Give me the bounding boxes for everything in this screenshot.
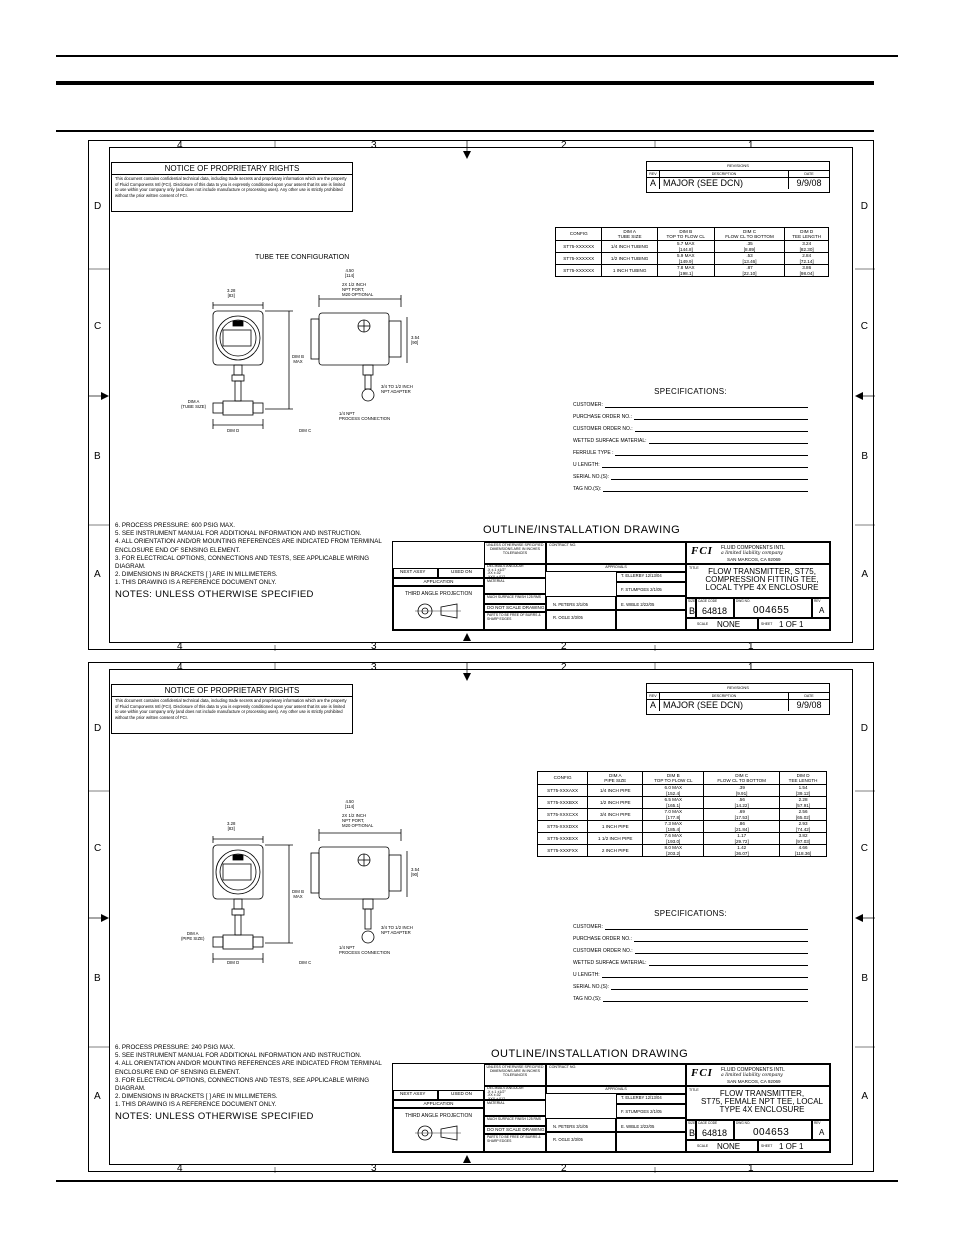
table-cell: 4.66 [118.36]: [780, 845, 827, 857]
zone-col-4-bottom: 4: [177, 1163, 183, 1174]
zone-col-1: 1: [748, 662, 754, 673]
rev-cell-value: A: [819, 606, 825, 615]
rev-cell-value: A: [819, 1128, 825, 1137]
used-on-cell-text: USED ON: [451, 569, 472, 574]
sheet-value: 1 OF 1: [779, 620, 804, 629]
table-cell: 5.7 MAX [144.8]: [657, 241, 714, 253]
note-item: 6. PROCESS PRESSURE: 240 PSIG MAX.: [115, 1044, 236, 1051]
table-cell: 1.42 [36.07]: [704, 845, 780, 857]
size-cell-label: SIZE: [688, 1121, 696, 1125]
spec-field-label: WETTED SURFACE MATERIAL:: [573, 438, 647, 444]
sheet-label: SHEET: [761, 622, 773, 626]
zone-col-1-bottom: 1: [748, 1163, 754, 1174]
specifications-title: SPECIFICATIONS:: [654, 909, 727, 918]
application-cell-text: APPLICATION: [423, 1101, 454, 1106]
table-cell: 1 INCH PIPE: [588, 821, 643, 833]
dwg-cell-value: 004653: [753, 1127, 790, 1138]
table-cell: 7.3 MAX [185.4]: [643, 821, 704, 833]
table-cell: 3/4 INCH PIPE: [588, 809, 643, 821]
qa-cell-text: R. OGLE 3/3/05: [553, 1137, 583, 1142]
spec-field-label: U LENGTH:: [573, 972, 600, 978]
table-cell: 6.5 MAX [165.1]: [643, 797, 704, 809]
table-cell: 2.84 [72.14]: [785, 253, 829, 265]
dim-d-label: DIM D: [227, 428, 240, 433]
checked-cell-text: F. STUMPGES 2/1/05: [621, 1109, 662, 1114]
approvals-cell-text: APPROVALS: [605, 1087, 627, 1091]
table-header-cell: DIM C FLOW CL TO BOTTOM: [704, 772, 780, 785]
title-label: TITLE: [689, 566, 699, 570]
revisions-header: REVISIONS: [647, 162, 829, 171]
mfg-cell-text: N. PETERS 3/1/05: [553, 602, 588, 607]
drawing-title: FLOW TRANSMITTER, ST75, COMPRESSION FITTING TEE, LOCAL TYPE 4X ENCLOSURE: [705, 567, 819, 592]
zone-row-b: B: [94, 973, 101, 984]
table-cell: ST75-XXXXXX: [556, 253, 602, 265]
contract-cell-text: CONTRACT NO.: [549, 543, 577, 547]
spec-field-label: CUSTOMER:: [573, 924, 603, 930]
size-cell-value: B: [689, 1128, 696, 1138]
desc-col-label: DESCRIPTION: [660, 171, 789, 177]
table-cell: 8.0 MAX [203.2]: [643, 845, 704, 857]
table-cell: 2.56 [65.02]: [780, 809, 827, 821]
scale-label: SCALE: [697, 1144, 709, 1148]
projection-cell-text: THIRD ANGLE PROJECTION: [405, 591, 472, 597]
note-item: 5. SEE INSTRUMENT MANUAL FOR ADDITIONAL INFORMATION AND INSTRUCTION.: [115, 1052, 362, 1060]
table-cell: 2.93 [74.42]: [780, 821, 827, 833]
table-cell: 1/4 INCH PIPE: [588, 785, 643, 797]
table-cell: ST75-XXXFXX: [538, 845, 588, 857]
table-cell: 3.24 [82.30]: [785, 241, 829, 253]
table-cell: 1.17 [29.72]: [704, 833, 780, 845]
outline-title: OUTLINE/INSTALLATION DRAWING: [491, 1048, 689, 1060]
decimals-cell-text: DECIMALS ANGULAR .X ±.1 ±1/2° .XX ±.02 .XXX ±.012: [487, 1086, 524, 1100]
noscale-cell-text: DO NOT SCALE DRAWING: [487, 1127, 545, 1132]
noscale-cell-text: DO NOT SCALE DRAWING: [487, 605, 545, 610]
application-cell-text: APPLICATION: [423, 579, 454, 584]
spec-field-label: PURCHASE ORDER NO.:: [573, 936, 632, 942]
zone-col-2: 2: [561, 662, 567, 673]
zone-row-d-right: D: [860, 723, 868, 734]
table-cell: .56 [14.22]: [704, 797, 780, 809]
note-item: 4. ALL ORIENTATION AND/OR MOUNTING REFERENCES ARE INDICATED FROM TERMINAL ENCLOSURE END OF SENSING ELEMENT.: [115, 1060, 382, 1076]
port-label: 2X 1/2 INCH NPT PORT, M20 OPTIONAL: [342, 282, 374, 297]
zone-row-c-right: C: [860, 843, 868, 854]
table-cell: .39 [9.91]: [704, 785, 780, 797]
table-cell: 1.54 [39.12]: [780, 785, 827, 797]
table-cell: .35 [8.89]: [714, 241, 785, 253]
company-name: FLUID COMPONENTS INTL: [721, 1067, 785, 1073]
zone-col-2-bottom: 2: [561, 641, 567, 652]
spec-field-label: CUSTOMER:: [573, 402, 603, 408]
dim-d-label: DIM D: [227, 960, 240, 965]
table-cell: .69 [17.53]: [704, 809, 780, 821]
table-cell: 7.6 MAX [193.0]: [643, 833, 704, 845]
zone-row-a: A: [94, 569, 101, 580]
drawing-title: FLOW TRANSMITTER, ST75, FEMALE NPT TEE, LOCAL TYPE 4X ENCLOSURE: [701, 1089, 823, 1114]
zone-col-2-bottom: 2: [561, 1163, 567, 1174]
zone-row-b-right: B: [861, 451, 868, 462]
dim-a-label: DIM A (PIPE SIZE): [181, 931, 205, 941]
table-cell: 1/2 INCH PIPE: [588, 797, 643, 809]
spec-field-label: TAG NO.(S):: [573, 486, 602, 492]
note-item: 2. DIMENSIONS IN BRACKETS [ ] ARE IN MILLIMETERS.: [115, 1093, 278, 1101]
company-sub: a limited liability company: [721, 1073, 783, 1078]
dim-height-label: 3.54 [90]: [411, 867, 420, 877]
note-item: 5. SEE INSTRUMENT MANUAL FOR ADDITIONAL INFORMATION AND INSTRUCTION.: [115, 530, 362, 538]
fci-logo: FCI: [691, 545, 713, 557]
eng-cell-text: E. WIBLE 2/22/05: [621, 1124, 655, 1129]
header-thin-rule: [56, 130, 874, 132]
desc-col-label: DESCRIPTION: [660, 693, 789, 699]
outline-title: OUTLINE/INSTALLATION DRAWING: [483, 524, 681, 536]
zone-col-3: 3: [371, 140, 377, 151]
table-cell: 7.8 MAX [198.1]: [657, 265, 714, 277]
table-cell: ST75-XXXXXX: [556, 241, 602, 253]
dim-c-label: DIM C: [299, 428, 312, 433]
zone-row-d: D: [94, 201, 102, 212]
table-cell: ST75-XXXEXX: [538, 833, 588, 845]
table-cell: 2 INCH PIPE: [588, 845, 643, 857]
notes-heading: NOTES: UNLESS OTHERWISE SPECIFIED: [115, 588, 314, 600]
table-cell: 6.0 MAX [152.4]: [643, 785, 704, 797]
zone-col-4-bottom: 4: [177, 641, 183, 652]
table-header-cell: DIM B TOP TO FLOW CL: [643, 772, 704, 785]
notice-title: NOTICE OF PROPRIETARY RIGHTS: [112, 163, 352, 175]
zone-row-c: C: [94, 321, 102, 332]
zone-row-a-right: A: [861, 1091, 868, 1102]
table-cell: .87 [22.10]: [714, 265, 785, 277]
spec-field-label: CUSTOMER ORDER NO.:: [573, 426, 633, 432]
drawing-sheet-2: [88, 662, 874, 1172]
spec-field-label: U LENGTH:: [573, 462, 600, 468]
table-cell: 1 1/2 INCH PIPE: [588, 833, 643, 845]
top-rule: [56, 55, 898, 57]
sheet-label: SHEET: [761, 1144, 773, 1148]
dim-width2-label: 4.50 [114]: [345, 799, 355, 809]
rev-col-label: REV: [647, 171, 660, 177]
cage-cell-value: 64818: [702, 606, 728, 616]
scale-value: NONE: [717, 1142, 741, 1151]
zone-row-a: A: [94, 1091, 101, 1102]
table-cell: .53 [13.46]: [714, 253, 785, 265]
title-label: TITLE: [689, 1088, 699, 1092]
zone-row-c: C: [94, 843, 102, 854]
date-col-label: DATE: [804, 172, 814, 176]
cage-cell-value: 64818: [702, 1128, 728, 1138]
notice-body: This document contains confidential technical data, including trade secrets and proprietary information which are the property of Fluid Components Intl (FCI). Disclosure of this data to you is expressly conditioned upon your assent that its use is limited to use within your company only (and does not include manufacture or processing uses). Any other use is strictly prohibited without the prior written consent of FCI.: [115, 176, 347, 198]
table-header-cell: DIM A TUBE SIZE: [602, 228, 657, 241]
zone-row-d: D: [94, 723, 102, 734]
note-item: 3. FOR ELECTRICAL OPTIONS, CONNECTIONS AND TESTS, SEE APPLICABLE WIRING DIAGRAM.: [115, 1076, 370, 1093]
approvals-cell-text: APPROVALS: [605, 565, 627, 569]
table-cell: 1/2 INCH TUBING: [602, 253, 657, 265]
zone-col-1-bottom: 1: [748, 641, 754, 652]
table-cell: ST75-XXXXXX: [556, 265, 602, 277]
spec-field-label: FERRULE TYPE :: [573, 450, 614, 456]
table-cell: 5.9 MAX [149.9]: [657, 253, 714, 265]
fci-logo: FCI: [691, 1067, 713, 1079]
rev-letter: A: [647, 700, 660, 711]
table-header-cell: CONFIG: [538, 772, 588, 785]
material-cell-text: MATERIAL: [487, 1101, 505, 1105]
drawn-cell-text: T. ELLERBY 12/13/04: [621, 573, 662, 578]
dim-width-label: 3.28 [83]: [227, 821, 236, 831]
zone-col-4: 4: [177, 662, 183, 673]
dwg-cell-label: DWG NO.: [736, 599, 751, 603]
table-cell: ST75-XXXAXX: [538, 785, 588, 797]
dim-c-label: DIM C: [299, 960, 312, 965]
notice-title: NOTICE OF PROPRIETARY RIGHTS: [112, 685, 352, 697]
spec-field-label: WETTED SURFACE MATERIAL:: [573, 960, 647, 966]
scale-value: NONE: [717, 620, 741, 629]
notice-body: This document contains confidential technical data, including trade secrets and proprietary information which are the property of Fluid Components Intl (FCI). Disclosure of this data to you is expressly conditioned upon your assent that its use is limited to use within your company only (and does not include manufacture or processing uses). Any other use is strictly prohibited without the prior written consent of FCI.: [115, 698, 347, 720]
note-item: 3. FOR ELECTRICAL OPTIONS, CONNECTIONS AND TESTS, SEE APPLICABLE WIRING DIAGRAM.: [115, 554, 370, 571]
material-cell-text: MATERIAL: [487, 579, 505, 583]
bottom-rule: [56, 1180, 898, 1182]
zone-col-1: 1: [748, 140, 754, 151]
note-item: 4. ALL ORIENTATION AND/OR MOUNTING REFERENCES ARE INDICATED FROM TERMINAL ENCLOSURE END OF SENSING ELEMENT.: [115, 538, 382, 554]
zone-col-3-bottom: 3: [371, 1163, 377, 1174]
table-header-cell: DIM B TOP TO FLOW CL: [657, 228, 714, 241]
dwg-cell-label: DWG NO.: [736, 1121, 751, 1125]
eng-cell-text: E. WIBLE 2/22/05: [621, 602, 655, 607]
dim-b-label: DIM B MAX: [292, 889, 304, 899]
zone-row-c-right: C: [860, 321, 868, 332]
table-cell: 3.82 [97.03]: [780, 833, 827, 845]
burrs-cell-text: PARTS TO BE FREE OF BURRS & SHARP EDGES: [487, 613, 541, 621]
zone-col-3: 3: [371, 662, 377, 673]
zone-col-2: 2: [561, 140, 567, 151]
qa-cell-text: R. OGLE 3/3/05: [553, 615, 583, 620]
note-item: 1. THIS DRAWING IS A REFERENCE DOCUMENT ONLY.: [115, 1101, 277, 1109]
rev-col-label: REV: [647, 693, 660, 699]
cage-cell-label: CAGE CODE: [698, 1121, 718, 1125]
company-city: SAN MARCOS, CA 92069: [727, 557, 781, 562]
next-assy-cell-text: NEXT ASSY: [400, 1091, 426, 1096]
rev-date: 9/9/08: [796, 700, 822, 710]
burrs-cell-text: PARTS TO BE FREE OF BURRS & SHARP EDGES: [487, 1135, 541, 1143]
table-cell: ST75-XXXCXX: [538, 809, 588, 821]
table-cell: .86 [21.84]: [704, 821, 780, 833]
zone-row-a-right: A: [861, 569, 868, 580]
spec-field-label: PURCHASE ORDER NO.:: [573, 414, 632, 420]
zone-col-4: 4: [177, 140, 183, 151]
dim-height-label: 3.54 [90]: [411, 335, 420, 345]
adapter-label: 3/4 TO 1/2 INCH NPT ADAPTER: [381, 384, 413, 394]
table-cell: 2.28 [57.91]: [780, 797, 827, 809]
process-label: 1/4 NPT PROCESS CONNECTION: [339, 945, 391, 955]
header-thick-rule: [56, 81, 874, 85]
table-header-cell: DIM A PIPE SIZE: [588, 772, 643, 785]
tolerances-cell-text: UNLESS OTHERWISE SPECIFIED DIMENSIONS ARE IN INCHES TOLERANCES: [486, 1065, 544, 1078]
drawing-sheet-1: [88, 140, 874, 650]
next-assy-cell-text: NEXT ASSY: [400, 569, 426, 574]
mfg-cell-text: N. PETERS 3/1/05: [553, 1124, 588, 1129]
date-col-label: DATE: [804, 694, 814, 698]
specifications-title: SPECIFICATIONS:: [654, 387, 727, 396]
note-item: 1. THIS DRAWING IS A REFERENCE DOCUMENT ONLY.: [115, 579, 277, 587]
size-cell-label: SIZE: [688, 599, 696, 603]
size-cell-value: B: [689, 606, 696, 616]
note-item: 2. DIMENSIONS IN BRACKETS [ ] ARE IN MILLIMETERS.: [115, 571, 278, 579]
projection-cell-text: THIRD ANGLE PROJECTION: [405, 1113, 472, 1119]
rev-cell-label: REV: [814, 1121, 821, 1125]
finish-cell-text: MACH SURFACE FINISH 125 RMS: [487, 1117, 542, 1121]
sheet-value: 1 OF 1: [779, 1142, 804, 1151]
finish-cell-text: MACH SURFACE FINISH 125 RMS: [487, 595, 542, 599]
dim-b-label: DIM B MAX: [292, 354, 304, 364]
dim-width-label: 3.28 [83]: [227, 288, 236, 298]
table-cell: 1 INCH TUBING: [602, 265, 657, 277]
adapter-label: 3/4 TO 1/2 INCH NPT ADAPTER: [381, 925, 413, 935]
rev-description: MAJOR (SEE DCN): [660, 700, 789, 711]
dwg-cell-value: 004655: [753, 605, 790, 616]
company-sub: a limited liability company: [721, 551, 783, 556]
table-cell: ST75-XXXBXX: [538, 797, 588, 809]
rev-cell-label: REV: [814, 599, 821, 603]
contract-cell-text: CONTRACT NO.: [549, 1065, 577, 1069]
table-cell: ST75-XXXDXX: [538, 821, 588, 833]
table-header-cell: DIM D TEE LENGTH: [780, 772, 827, 785]
scale-label: SCALE: [697, 622, 709, 626]
process-label: 1/4 NPT PROCESS CONNECTION: [339, 411, 391, 421]
revisions-header: REVISIONS: [647, 684, 829, 693]
zone-row-d-right: D: [860, 201, 868, 212]
note-item: 6. PROCESS PRESSURE: 600 PSIG MAX.: [115, 522, 236, 529]
view-title: TUBE TEE CONFIGURATION: [255, 254, 350, 261]
rev-description: MAJOR (SEE DCN): [660, 178, 789, 189]
company-name: FLUID COMPONENTS INTL: [721, 545, 785, 551]
spec-field-label: CUSTOMER ORDER NO.:: [573, 948, 633, 954]
table-cell: 7.0 MAX [177.8]: [643, 809, 704, 821]
zone-row-b-right: B: [861, 973, 868, 984]
table-header-cell: DIM D TEE LENGTH: [785, 228, 829, 241]
port-label: 2X 1/2 INCH NPT PORT, M20 OPTIONAL: [342, 813, 374, 828]
cage-cell-label: CAGE CODE: [698, 599, 718, 603]
dim-width2-label: 4.50 [114]: [345, 268, 355, 278]
rev-date: 9/9/08: [796, 178, 822, 188]
drawn-cell-text: T. ELLERBY 12/13/04: [621, 1095, 662, 1100]
table-cell: 3.86 [98.04]: [785, 265, 829, 277]
notes-heading: NOTES: UNLESS OTHERWISE SPECIFIED: [115, 1110, 314, 1122]
used-on-cell-text: USED ON: [451, 1091, 472, 1096]
zone-col-3-bottom: 3: [371, 641, 377, 652]
table-cell: 1/4 INCH TUBING: [602, 241, 657, 253]
decimals-cell-text: DECIMALS ANGULAR .X ±.1 ±1/2° .XX ±.02 .XXX ±.012: [487, 564, 524, 578]
spec-field-label: SERIAL NO.(S):: [573, 474, 609, 480]
company-city: SAN MARCOS, CA 92069: [727, 1079, 781, 1084]
rev-letter: A: [647, 178, 660, 189]
zone-row-b: B: [94, 451, 101, 462]
table-header-cell: DIM C FLOW CL TO BOTTOM: [714, 228, 785, 241]
table-header-cell: CONFIG: [556, 228, 602, 241]
checked-cell-text: F. STUMPGES 2/1/05: [621, 587, 662, 592]
tolerances-cell-text: UNLESS OTHERWISE SPECIFIED DIMENSIONS ARE IN INCHES TOLERANCES: [486, 543, 544, 556]
spec-field-label: TAG NO.(S):: [573, 996, 602, 1002]
spec-field-label: SERIAL NO.(S):: [573, 984, 609, 990]
dim-a-label: DIM A (TUBE SIZE): [181, 399, 207, 409]
